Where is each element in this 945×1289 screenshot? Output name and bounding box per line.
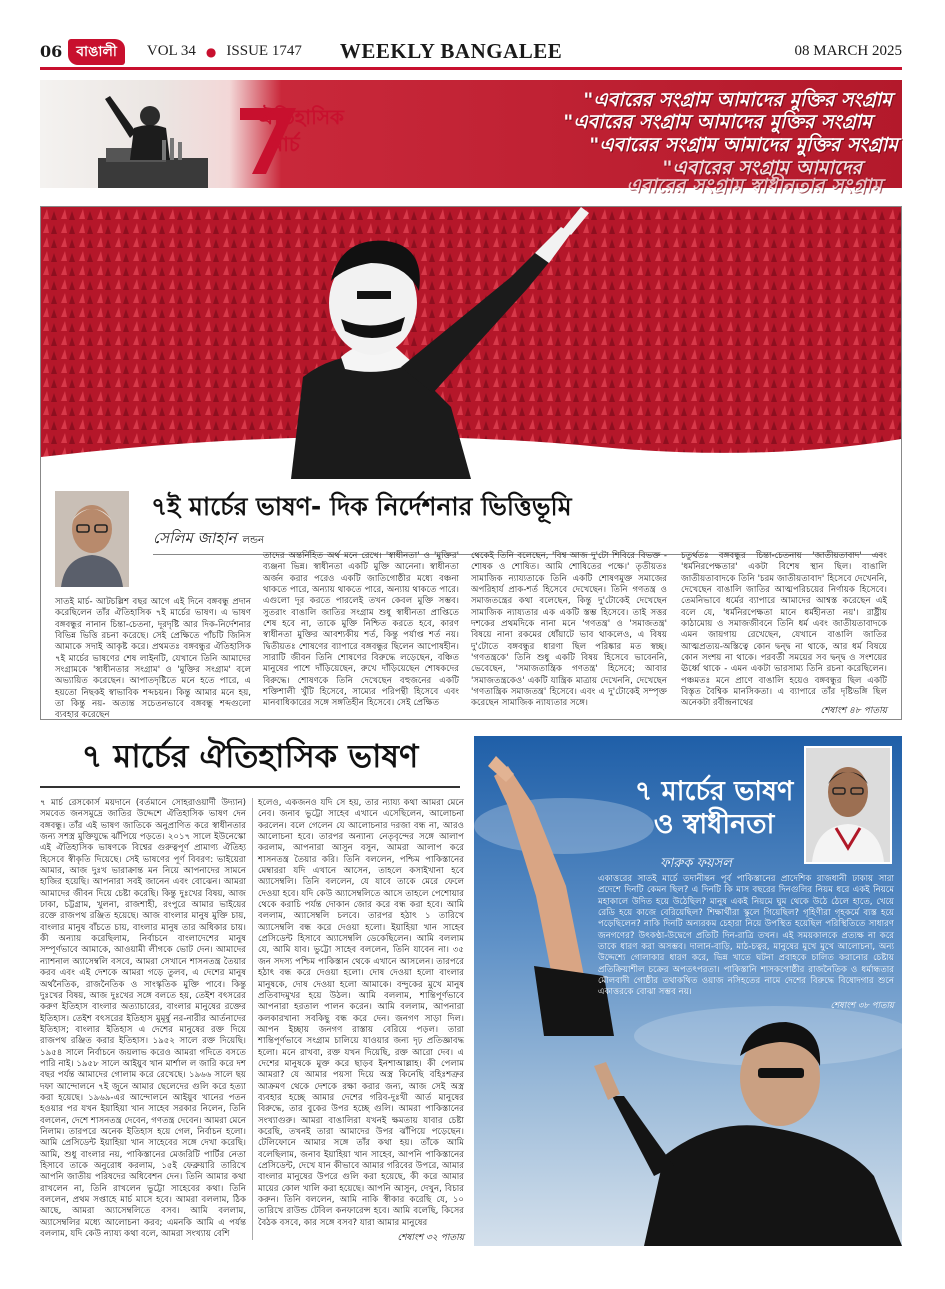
article-column: থেকেই তিনি বলেছেন, 'বিশ্ব আজ দু'টো শিবিরে বিভক্ত - শোষক ও শোষিত। আমি শোষিতের পক্ষে।' তৃতীয়তঃ সামাজিক ন্যায্যতাকে তিনি একটি শোষণমুক্ত সমাজের অপরিহার্য প্রাক-শর্ত হিসেবে দেখেছেন। তিনি গণতন্ত্র ও সমাজতন্ত্রের কথা বলেছেন, কিন্তু দু'টোকেই দেখেছেন সামাজিক ন্যায্যতার এক একটি স্তম্ভ হিসেবে। তাই সত্তর দশকের প্রথমদিকে নানা মনে 'গণতন্ত্র' ও 'সমাজতন্ত্র' বিষয়ে নানা রকমের ধোঁয়াটে ভাব থাকলেও, এ বিষয় দু'টোতে বঙ্গবন্ধুর ধারণা ছিল পরিষ্কার মত স্বচ্ছ। 'গণতন্ত্রকে' তিনি শুধু একটি বিষয় হিসেবে ভাবেননি, ভেবেছেন, 'সমাজতান্ত্রিক গণতন্ত্র' হিসেবে; আবার 'সমাজতন্ত্রকেও' একটি যান্ত্রিক মাত্রায় দেখেননি, দেখেছেন 'গণতান্ত্রিক সমাজতন্ত্র' হিসেবে। এবং এ দু'টোকেই সম্পৃক্ত করেছেন সামাজিক ন্যায্যতার সঙ্গে। [471,551,667,709]
column-divider [252,798,253,1240]
article-speech-foundation [40,206,902,720]
banner-slogan: "এবারের সংগ্রাম আমাদের [662,157,862,179]
headline-line: ও স্বাধীনতা [653,808,775,840]
continued-on-page: শেষাংশ ৩২ পাতায় [397,1233,464,1243]
banner-slogan: এবারের সংগ্রাম স্বাধীনতার সংগ্রাম [626,175,882,197]
raised-finger-illustration [41,207,901,479]
issue-label: ISSUE 1747 [226,43,302,59]
article-speech-and-independence [474,736,902,1246]
continued-on-page: শেষাংশ ৩৮ পাতায় [830,1000,894,1011]
article-column: তাদের অন্তর্নিহিত অর্থ মনে রেখে। 'স্বাধীনতা' ও 'মুক্তির' ব্যঞ্জনা ভিন্ন। স্বাধীনতা একটি মুক্তি আনেনা। স্বাধীনতা অর্জন করার পরেও একটি জাতিগোষ্ঠীর মধ্যে বঞ্চনা থাকতে পারে, অন্যায় থাকতে পারে, অন্যায় থাকতে পারে। এগুলো দূর করতে পারলেই তখন কেবল মুক্তি সম্ভব। সুতরাং বাঙালি জাতির সংগ্রাম শুধু স্বাধীনতা প্রাপ্তিতে শেষ হবে না, তাকে মুক্তি নিশ্চিত করতে হবে, কারণ স্বাধীনতা মুক্তির আবশ্যকীয় শর্ত, কিন্তু পর্যাপ্ত শর্ত নয়। দ্বিতীয়তঃ শোষণের ব্যাপারে বঙ্গবন্ধুর ছিলেন আপোষহীন। সারাটি জীবন তিনি শোষণের বিরুদ্ধে লড়েছেন, বঞ্চিত মানুষের পাশে দাঁড়িয়েছেন, রুখে দাঁড়িয়েছেন শোষকদের বিরুদ্ধে। শোষণকে তিনি দেখেছেন বহুজনের একটি শক্তিশালী খুঁটি হিসেবে, সাম্যের পরিপন্থী হিসেবে এবং মানবাধিকারের সঙ্গে সঙ্গতিহীন হিসেবে। সেই প্রেক্ষিত [263,551,459,709]
article-column: ৭ মার্চ রেসকোর্স ময়দানে (বর্তমানে সোহরাওয়ার্দী উদ্যান) সমবেত জনসমুদ্রে জাতির উদ্দেশে ঐতিহাসিক ভাষণ দেন বঙ্গবন্ধু। তাঁর এই ভাষণ জাতিকে অনুপ্রাণিত করে স্বাধীনতার জন্য সশস্ত্র মুক্তিযুদ্ধে ঝাঁপিয়ে পড়তে। ২০১৭ সালে ইউনেস্কো এই ঐতিহাসিক ভাষণকে বিশ্বের গুরুত্বপূর্ণ প্রামাণ্য ঐতিহ্য হিসেবে স্বীকৃতি দিয়েছে। সেই ভাষণের পূর্ণ বিবরণ: ভাইয়েরা আমার, আজ দুঃখ ভারাক্রান্ত মন নিয়ে আপনাদের সামনে হাজির হয়েছি। আপনারা সবই জানেন এবং বোঝেন। আমরা আমাদের জীবন দিয়ে চেষ্টা করেছি। কিন্তু দুঃখের বিষয়, আজ ঢাকা, চট্টগ্রাম, খুলনা, রাজশাহী, রংপুরে আমার ভাইয়ের রক্তে রাজপথ রঞ্জিত হয়েছে। আজ বাংলার মানুষ মুক্তি চায়, বাংলার মানুষ বাঁচতে চায়, বাংলার মানুষ তার অধিকার চায়। কী অন্যায় করেছিলাম, নির্বাচনে বাংলাদেশের মানুষ সম্পূর্ণভাবে আমাকে, আওয়ামী লীগকে ভোট দেন। আমাদের ন্যাশনাল অ্যাসেম্বলি বসবে, আমরা সেখানে শাসনতন্ত্র তৈয়ার করব এবং এই দেশকে আমরা গড়ে তুলব, এ দেশের মানুষ অর্থনৈতিক, রাজনৈতিক ও সাংস্কৃতিক মুক্তি পাবে। কিন্তু দুঃখের বিষয়, আজ দুঃখের সঙ্গে বলতে হয়, তেইশ বৎসরের করুণ ইতিহাস বাংলার অত্যাচারের, বাংলার মানুষের রক্তের ইতিহাস। তেইশ বৎসরের ইতিহাস মুমূর্ষু নর-নারীর আর্তনাদের ইতিহাস; বাংলার ইতিহাস এ দেশের মানুষের রক্ত দিয়ে রাজপথ রঞ্জিত করার ইতিহাস। ১৯৫২ সালে রক্ত দিয়েছি। ১৯৫৪ সালে নির্বাচনে জয়লাভ করেও আমরা গদিতে বসতে পারি নাই। ১৯৫৮ সালে আইয়ুব খান মার্শাল ল জারি করে দশ বছর পর্যন্ত আমাদের গোলাম করে রেখেছে। ১৯৬৬ সালে ছয় দফা আন্দোলনে ৭ই জুনে আমার ছেলেদের গুলি করে হত্যা করা হয়েছে। ১৯৬৯-এর আন্দোলনে আইয়ুব খানের পতন হওয়ার পর যখন ইয়াহিয়া খান সাহেব সরকার নিলেন, তিনি বললেন, দেশে শাসনতন্ত্র দেবেন, গণতন্ত্র দেবেন। আমরা মেনে নিলাম। তারপরে অনেক ইতিহাস হয়ে গেল, নির্বাচন হলো। আমি প্রেসিডেন্ট ইয়াহিয়া খান সাহেবের সঙ্গে দেখা করেছি। আমি, শুধু বাংলার নয়, পাকিস্তানের মেজরিটি পার্টির নেতা হিসাবে তাকে অনুরোধ করলাম, ১৫ই ফেব্রুয়ারি তারিখে আপনি জাতীয় পরিষদের অধিবেশন দেন। তিনি আমার কথা রাখলেন না, তিনি রাখলেন ভুট্টো সাহেবের কথা। তিনি বললেন, প্রথম সপ্তাহে মার্চ মাসে হবে। আমরা বললাম, ঠিক আছে, আমরা অ্যাসেম্বলিতে বসব। আমি বললাম, অ্যাসেম্বলির মধ্যে আলোচনা করব; এমনকি আমি এ পর্যন্ত বললাম, যদি কেউ ন্যায্য কথা বলে, আমরা সংখ্যায় বেশি [40,798,247,1240]
masthead [40,36,902,70]
page-number: 06 [40,42,63,61]
banner-slogan: "এবারের সংগ্রাম আমাদের মুক্তির সংগ্রাম [583,89,892,111]
dateline-location: লন্ডন [242,535,264,546]
article-column: হলেও, একজনও যদি সে হয়, তার ন্যায্য কথা আমরা মেনে নেব। জনাব ভুট্টো সাহেব এখানে এসেছিলেন, আলোচনা করলেন। বলে গেলেন যে আলোচনার দরজা বন্ধ না, আরও আলোচনা হবে। তারপর অন্যান্য নেতৃবৃন্দের সঙ্গে আলাপ করলাম, আপনারা আসুন বসুন, আমরা আলাপ করে শাসনতন্ত্র তৈয়ার করি। তিনি বললেন, পশ্চিম পাকিস্তানের মেম্বাররা যদি এখানে আসেন, তাহলে কসাইখানা হবে অ্যাসেম্বলি। তিনি বললেন, যে যাবে তাকে মেরে ফেলে দেওয়া হবে। যদি কেউ অ্যাসেম্বলিতে আসে তাহলে পেশোয়ার থেকে করাচি পর্যন্ত দোকান জোর করে বন্ধ করা হবে। আমি বললাম, অ্যাসেম্বলি চলবে। তারপর হঠাৎ ১ তারিখে অ্যাসেম্বলি বন্ধ করে দেওয়া হলো। ইয়াহিয়া খান সাহেব প্রেসিডেন্ট হিসাবে অ্যাসেম্বলি ডেকেছিলেন। আমি বললাম যে, আমি যাব। ভুট্টো সাহেব বললেন, তিনি যাবেন না। ৩৫ জন সদস্য পশ্চিম পাকিস্তান থেকে এখানে আসলেন। তারপরে হঠাৎ বন্ধ করে দেওয়া হলো। দোষ দেওয়া হলো বাংলার মানুষকে, দোষ দেওয়া হলো আমাকে। বন্দুকের মুখে মানুষ প্রতিবাদমুখর হয়ে উঠল। আমি বললাম, শান্তিপূর্ণভাবে আপনারা হরতাল পালন করেন। আমি বললাম, আপনারা কলকারখানা সবকিছু বন্ধ করে দেন। জনগণ সাড়া দিল। আপন ইচ্ছায় জনগণ রাস্তায় বেরিয়ে পড়ল। তারা শান্তিপূর্ণভাবে সংগ্রাম চালিয়ে যাওয়ার জন্য দৃঢ় প্রতিজ্ঞাবদ্ধ হলো। মনে রাখবা, রক্ত যখন দিয়েছি, রক্ত আরো দেব। এ দেশের মানুষকে মুক্ত করে ছাড়ব ইনশাআল্লাহ। কী পেলাম আমরা? যে আমার পয়সা দিয়ে অস্ত্র কিনেছি বহিঃশত্রুর আক্রমণ থেকে দেশকে রক্ষা করার জন্য, আজ সেই অস্ত্র ব্যবহার হচ্ছে আমার দেশের গরিব-দুঃখী আর্ত মানুষের বিরুদ্ধে, তার বুকের উপর হচ্ছে গুলি। আমরা পাকিস্তানের সংখ্যাগুরু। আমরা বাঙালিরা যখনই ক্ষমতায় যাবার চেষ্টা করেছি, তখনই তারা আমাদের উপর ঝাঁপিয়ে পড়েছেন। টেলিফোনে আমার সঙ্গে তাঁর কথা হয়। তাঁকে আমি বলেছিলাম, জনাব ইয়াহিয়া খান সাহেব, আপনি পাকিস্তানের প্রেসিডেন্ট, দেখে যান কীভাবে আমার গরিবের উপরে, আমার বাংলার মানুষের উপরে গুলি করা হয়েছে, কী করে আমার মায়ের কোল খালি করা হয়েছে। আপনি আসুন, দেখুন, বিচার করুন। তিনি বললেন, আমি নাকি স্বীকার করেছি যে, ১০ তারিখে রাউন্ড টেবিল কনফারেন্স হবে। আমি বলেছি, কিসের বৈঠক বসবে, কার সঙ্গে বসব? যারা আমার মানুষের [258,798,464,1228]
author-photo-selim-jahan [55,491,129,587]
headline-line: ৭ মার্চের ভাষণ [634,776,794,807]
hero-illustration [41,207,901,479]
article-paragraph: একাত্তরের সাতই মার্চে তদানীন্তন পূর্ব পাকিস্তানের প্রাদেশিক রাজধানী ঢাকায় সারা প্রদেশে দিনটি কেমন ছিল? এ দিনটি কি মাস বছরের দিনগুলির নিয়ম ধরে একই নিয়মে মহাকালে উদিত হয়ে উঠেছিল? মানুষ একই নিয়মে ঘুম থেকে উঠে ঠেলে হাতে, খেয়ে রেডি হয়ে কাজে বেরিয়েছিল? শিক্ষার্থীরা স্কুলে গিয়েছিল? গৃহিণীরা গৃহকর্মে ব্যস্ত হয়ে পড়েছিলেন? নাকি দিনটি অন্যরকম চেহারা নিয়ে উপস্থিত হয়েছিল পরিস্থিতিতে সাধারণ জনগণের? উৎকণ্ঠা-উদ্বেগে প্রতিটি দিন-রাত্রি তখন। এই সময়কালকে প্রত্যক্ষ না করে তাকে ধারণ করা অসম্ভব। দালান-বাড়ি, মাঠ-চত্বর, মানুষের মুখে মুখে আলোচনা, অন্য উদ্দেশ্যে গোলাকার ধারণ করে, ভিন্ন খাতে ঘটনা প্রবাহকে চালিত করানোর চেষ্টায় প্রতিক্রিয়াশীল চক্রের অপতৎপরতা। পাকিস্তানি শাসকগোষ্ঠীর রাজনৈতিক ও ধর্মান্ধতার মৌলবাদী গোষ্ঠীর তথাকথিত ওয়াজ নসিহতের নামে দেশের বিরুদ্ধে বিষোদগার শুনে একাত্তরকে বোঝা সম্ভব নয়। [598,874,894,998]
orator-silhouette-image [58,88,208,188]
volume-label: VOL 34 [146,43,196,59]
continued-on-page: শেষাংশ ৪৮ পাতায় [820,706,887,716]
author-portrait-image [806,748,890,862]
banner-title-line: মার্চ [272,132,300,156]
bullet-dot-icon: ● [205,44,217,59]
march-banner [40,80,902,197]
article-headline: ৭ই মার্চের ভাষণ- দিক নির্দেশনার ভিত্তিভূমি [151,492,572,521]
newspaper-logo: বাঙালী [68,39,125,65]
article-column: চতুর্থতঃ বঙ্গবন্ধুর চিন্তা-চেতনায় 'জাতীয়তাবাদ' এবং 'ধর্মনিরপেক্ষতার' একটা বিশেষ স্থান ছিল। বাঙালি জাতীয়তাবাদকে তিনি 'চরম জাতীয়তাবাদ' হিসেবে দেখেননি, দেখেছেন বাঙালি জাতির আত্মপরিচয়ের নির্ণায়ক হিসেবে। তেমনিভাবে ধর্মের ব্যাপারে আমাদের আশ্বস্ত করেছেন এই বলে যে, 'ধর্মনিরপেক্ষতা মানে ধর্মহীনতা নয়'। রাষ্ট্রীয় কাঠামোয় ও সমাজজীবনে তিনি ধর্ম এবং জাতীয়তাবাদকে এমন জায়গায় রেখেছেন, যেখানে বাঙালি জাতির আত্মপ্রত্যয়-অস্তিত্বে কোন দ্বন্দ্ব না থাকে, আর ধর্ম বিষয়ে কোন সংশয় না থাকে। পরবর্তী সময়ের সব দ্বন্দ্ব ও সংশয়ের ঊর্ধ্বে থাকে - এমন একটা ভারসাম্য তিনি রচনা করেছিলেন। পঞ্চমতঃ মনে প্রাণে বাঙালি হয়েও বঙ্গবন্ধুর ছিল একটি বিস্তৃত বৈশ্বিক মানসিকতা। এ ব্যাপারে তাঁর দৃষ্টিভঙ্গি ছিল অনেকটা রবীন্দ্রনাথের [681,551,887,709]
author-name: সেলিম জাহান [153,529,237,547]
article-headline: ৭ মার্চের ঐতিহাসিক ভাষণ [40,730,460,788]
banner-title [258,104,344,158]
author-photo-faruk-faisal [804,746,892,864]
banner-title-line: ঐতিহাসিক [258,105,345,129]
issue-date: 08 MARCH 2025 [794,43,902,59]
author-name: ফারুক ফয়সল [660,856,732,871]
article-body [598,874,894,1012]
article-column: সাতই মার্চ- আটচল্লিশ বছর আগে এই দিনে বঙ্গবন্ধু প্রদান করেছিলেন তাঁর ঐতিহাসিক ৭ই মার্চের ভাষণ। এ ভাষণ বঙ্গবন্ধুর নানান চিন্তা-চেতনা, দূরদৃষ্টি আর দিক-নির্দেশনার বিভিন্ন ভিত্তি রচনা করেছে। সেই প্রেক্ষিতে পাঁচটি জিনিস আমাকে সদাই আকৃষ্ট করে। প্রথমতঃ বঙ্গবন্ধুর ঐতিহাসিক ৭ই মার্চের ভাষণের শেষ লাইনটি, যেখানে তিনি আমাদের সংগ্রামকে 'স্বাধীনতার সংগ্রাম' ও 'মুক্তির সংগ্রাম' বলে অভ্যায়িত করেছেন। আপাতদৃষ্টিতে মনে হতে পারে, এ হয়তো নিছকই স্বাভাবিক শব্দচয়ন। কিন্তু আমার মনে হয়, তা কিন্তু নয়- অত্যন্ত সচেতনভাবে বঙ্গবন্ধু শব্দগুলো ব্যবহার করেছেন [55,597,251,721]
banner-slogan: "এবারের সংগ্রাম আমাদের মুক্তির সংগ্রাম [563,111,872,133]
banner-slogan: "এবারের সংগ্রাম আমাদের মুক্তির সংগ্রাম [589,134,898,156]
author-portrait-image [55,491,129,587]
publication-title: WEEKLY BANGALEE [339,39,563,63]
